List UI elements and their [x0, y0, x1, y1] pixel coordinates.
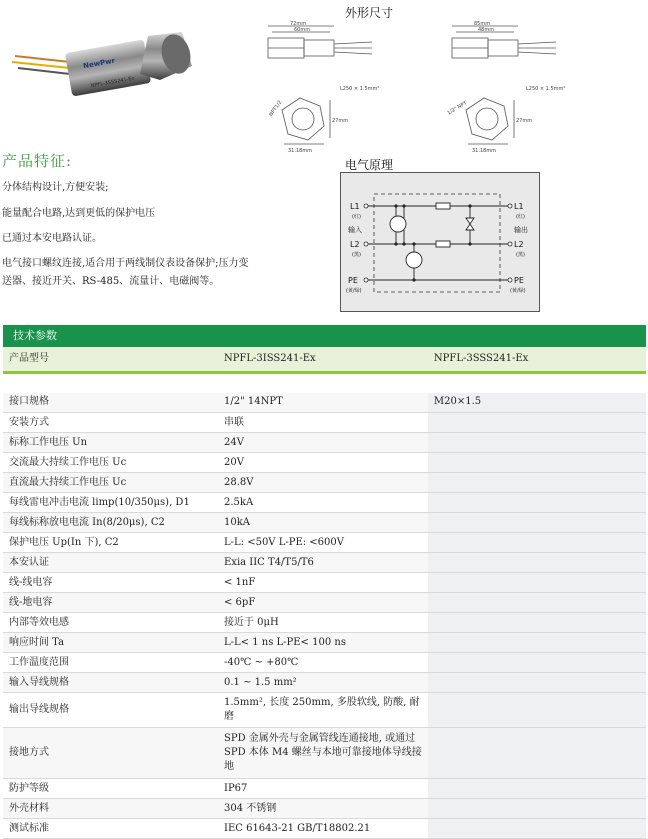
table-row	[3, 573, 646, 593]
spec-param-value	[428, 533, 646, 553]
spec-param-name: 标称工作电压 Un	[3, 433, 218, 453]
spec-param-value	[428, 473, 646, 493]
circuit-pe-in-note: (黄/绿)	[346, 288, 362, 294]
circuit-pe-out: PE	[514, 276, 524, 285]
table-row	[3, 533, 646, 553]
spec-param-value: IP67	[218, 779, 428, 799]
table-row	[3, 553, 646, 573]
spec-param-value	[428, 593, 646, 613]
dim-right-hex: 31.18mm	[472, 148, 497, 154]
spec-param-name: 输入导线规格	[3, 673, 218, 693]
table-row	[3, 819, 646, 839]
spec-param-value: < 6pF	[218, 593, 428, 613]
table-row	[3, 593, 646, 613]
spec-param-value: IEC 61643-21 GB/T18802.21	[218, 819, 428, 839]
spec-param-value	[428, 513, 646, 533]
dim-right-height: 27mm	[516, 118, 533, 124]
circuit-pe-in: PE	[348, 276, 358, 285]
spec-param-name: 外壳材料	[3, 799, 218, 819]
feature-item: 分体结构设计,方便安装;	[2, 182, 109, 193]
spec-param-value: M20×1.5	[428, 393, 646, 413]
dimension-drawings	[260, 18, 648, 158]
spec-param-value	[428, 413, 646, 433]
circuit-diagram	[340, 172, 540, 312]
spec-param-name: 接地方式	[3, 728, 218, 779]
spec-param-value: 10kA	[218, 513, 428, 533]
spec-param-name: 交流最大持续工作电压 Uc	[3, 453, 218, 473]
table-row	[3, 413, 646, 433]
spec-param-value	[428, 673, 646, 693]
table-row	[3, 513, 646, 533]
spec-param-name: 测试标准	[3, 819, 218, 839]
dim-right-width-inner: 48mm	[478, 27, 495, 33]
spec-param-value	[428, 493, 646, 513]
circuit-l2-in-note: (黑)	[352, 252, 361, 258]
spec-param-value: 304 不锈钢	[218, 799, 428, 819]
spec-param-name: 每线雷电冲击电流 limp(10/350μs), D1	[3, 493, 218, 513]
spec-header-row	[3, 347, 646, 373]
spec-param-value	[428, 613, 646, 633]
circuit-input-label: 输入	[348, 226, 362, 234]
spec-param-name: 安装方式	[3, 413, 218, 433]
circuit-l2-out: L2	[514, 240, 524, 249]
circuit-l2-out-note: (黑)	[516, 252, 525, 258]
spec-param-value: 1/2" 14NPT	[218, 393, 428, 413]
spec-param-value: 1.5mm², 长度 250mm, 多股软线, 防酸, 耐磨	[218, 693, 428, 728]
table-row	[3, 633, 646, 653]
table-row	[3, 693, 646, 728]
product-photo	[0, 18, 210, 108]
table-row	[3, 673, 646, 693]
feature-item: 已通过本安电路认证。	[2, 233, 102, 244]
circuit-heading: 电气原理	[345, 158, 394, 172]
spec-param-value	[428, 553, 646, 573]
dimension-right-side	[452, 26, 556, 58]
spec-param-value	[428, 693, 646, 728]
spec-param-name: 每线标称放电电流 In(8/20μs), C2	[3, 513, 218, 533]
dimension-left-end	[282, 98, 330, 144]
spec-param-value	[428, 819, 646, 839]
spec-param-value: 0.1 ~ 1.5 mm²	[218, 673, 428, 693]
spec-param-name: 防护等级	[3, 779, 218, 799]
spec-param-value: -40℃ ~ +80℃	[218, 653, 428, 673]
table-row	[3, 728, 646, 779]
dim-left-hex: 31.18mm	[288, 148, 313, 154]
spec-param-name: 保护电压 Up(In 下), C2	[3, 533, 218, 553]
circuit-output-label: 输出	[514, 226, 528, 234]
feature-item: 送器、接近开关、RS-485、流量计、电磁阀等。	[2, 276, 220, 287]
spec-param-value: L-L: <50V L-PE: <600V	[218, 533, 428, 553]
spec-param-value: 20V	[218, 453, 428, 473]
dim-right-width-top: 85mm	[474, 21, 491, 27]
spec-param-value	[428, 779, 646, 799]
spec-param-value	[428, 653, 646, 673]
table-row	[3, 453, 646, 473]
spec-param-name: 内部等效电感	[3, 613, 218, 633]
dimension-right-end	[466, 98, 514, 144]
spec-param-value: 24V	[218, 433, 428, 453]
dim-left-cable: L250 × 1.5mm²	[340, 86, 380, 92]
dim-left-height: 27mm	[332, 118, 349, 124]
spec-header-cell: NPFL-3ISS241-Ex	[218, 347, 428, 373]
circuit-l1-out-note: (红)	[516, 214, 525, 220]
features-heading: 产品特征:	[2, 152, 73, 170]
circuit-l1-in-note: (红)	[352, 214, 361, 220]
spec-header-cell: NPFL-3SSS241-Ex	[428, 347, 646, 373]
spec-param-name: 本安认证	[3, 553, 218, 573]
circuit-l1-out: L1	[514, 202, 524, 211]
spec-param-value: L-L< 1 ns L-PE< 100 ns	[218, 633, 428, 653]
dim-left-width-top: 72mm	[290, 21, 307, 27]
feature-item: 能量配合电路,达到更低的保护电压	[2, 208, 156, 219]
circuit-l2-in: L2	[350, 240, 360, 249]
dimensions-heading: 外形尺寸	[345, 6, 394, 20]
table-row	[3, 613, 646, 633]
spec-param-name: 线-线电容	[3, 573, 218, 593]
photo-model: NPFL-3SSS241-Ex	[90, 75, 136, 90]
spec-param-value: 接近于 0μH	[218, 613, 428, 633]
circuit-pe-out-note: (黄/绿)	[510, 288, 526, 294]
spec-param-value: 2.5kA	[218, 493, 428, 513]
dim-left-thread: NPT1/2	[268, 99, 284, 118]
dimension-left-side	[268, 26, 372, 58]
spec-param-value: SPD 金属外壳与金属管线连通接地, 或通过 SPD 本体 M4 螺丝与本地可靠接地体导线接地	[218, 728, 428, 779]
spec-table	[3, 325, 646, 839]
spec-param-name: 输出导线规格	[3, 693, 218, 728]
spec-param-name: 接口规格	[3, 393, 218, 413]
spec-param-value: < 1nF	[218, 573, 428, 593]
table-row	[3, 779, 646, 799]
spec-param-value	[428, 433, 646, 453]
spec-param-value	[428, 573, 646, 593]
spec-param-value	[428, 633, 646, 653]
feature-item: 电气接口螺纹连接,适合用于两线制仪表设备保护;压力变	[2, 258, 249, 269]
spec-param-value	[428, 799, 646, 819]
table-row	[3, 799, 646, 819]
spec-param-name: 线-地电容	[3, 593, 218, 613]
spec-param-name: 工作温度范围	[3, 653, 218, 673]
dim-right-thread: 1/2" NPT	[446, 100, 469, 117]
table-row	[3, 393, 646, 413]
table-row	[3, 433, 646, 453]
table-row	[3, 473, 646, 493]
circuit-l1-in: L1	[350, 202, 360, 211]
spec-param-value	[428, 728, 646, 779]
dim-left-width-inner: 60mm	[294, 27, 311, 33]
dim-right-cable: L250 × 1.5mm²	[526, 86, 566, 92]
table-row	[3, 653, 646, 673]
spec-param-value: Exia IIC T4/T5/T6	[218, 553, 428, 573]
spec-param-name: 响应时间 Ta	[3, 633, 218, 653]
spec-header-cell: 产品型号	[3, 347, 218, 373]
spec-param-value: 28.8V	[218, 473, 428, 493]
spec-param-value: 串联	[218, 413, 428, 433]
spec-param-value	[428, 453, 646, 473]
spec-param-name: 直流最大持续工作电压 Uc	[3, 473, 218, 493]
table-row	[3, 493, 646, 513]
photo-brand: NewPwr	[82, 56, 116, 71]
spec-table-title: 技术参数	[3, 325, 646, 347]
